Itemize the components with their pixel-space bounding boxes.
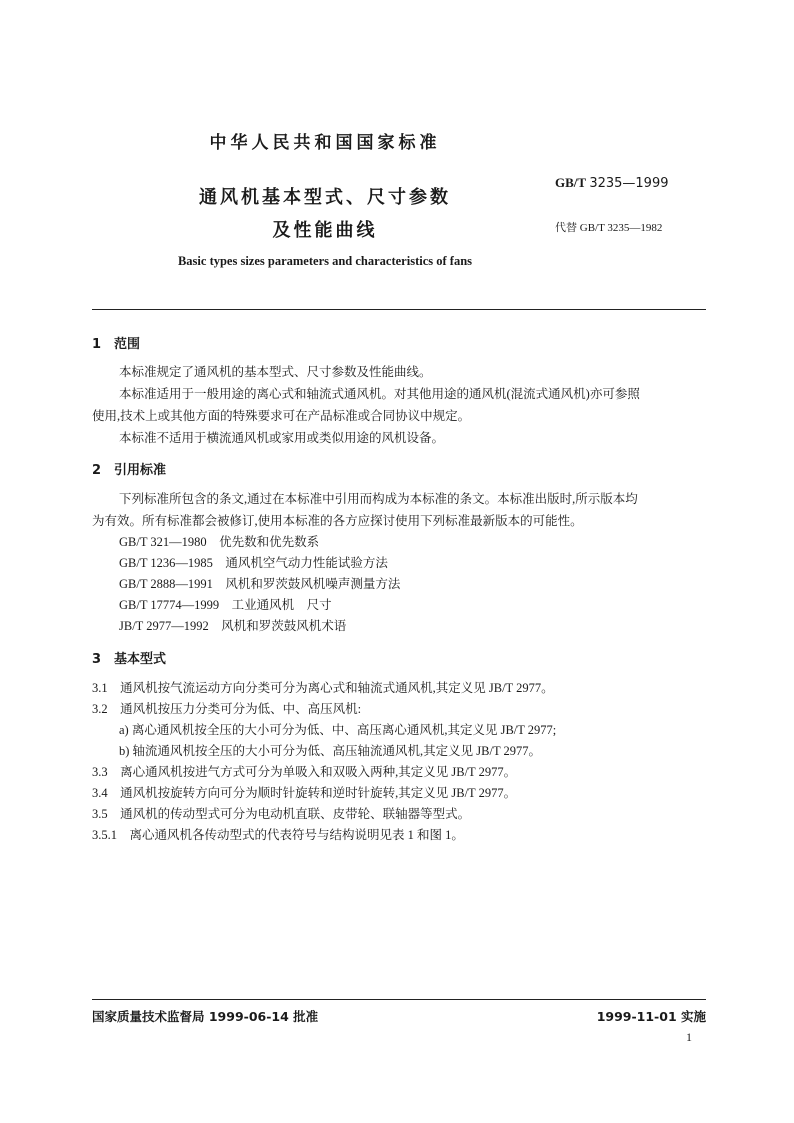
- header-divider: [92, 309, 706, 310]
- document-title-line1: 通风机基本型式、尺寸参数: [199, 187, 451, 208]
- section-3-heading: 3 基本型式: [92, 652, 167, 667]
- standard-code-number: 3235—1999: [589, 176, 669, 191]
- footer-divider: [92, 999, 706, 1000]
- standard-code: [555, 175, 669, 191]
- standard-code-prefix: GB/T: [555, 175, 587, 190]
- approval-line: 国家质量技术监督局 1999-06-14 批准: [92, 1009, 319, 1024]
- section-1-paragraph-3: 本标准不适用于横流通风机或家用或类似用途的风机设备。: [119, 431, 445, 445]
- section-1-heading: 1 范围: [92, 337, 141, 352]
- replaces-standard: 代替 GB/T 3235—1982: [555, 222, 663, 234]
- clause-3-2: 3.2 通风机按压力分类可分为低、中、高压风机:: [92, 702, 362, 716]
- clause-3-2-b: b) 轴流通风机按全压的大小可分为低、高压轴流通风机,其定义见 JB/T 2977。: [119, 744, 541, 758]
- reference-standard-1: GB/T 321—1980 优先数和优先数系: [119, 535, 320, 549]
- clause-3-2-a: a) 离心通风机按全压的大小可分为低、中、高压离心通风机,其定义见 JB/T 2977;: [119, 723, 557, 737]
- page-number: 1: [686, 1030, 692, 1044]
- section-1-paragraph-2-line-2: 使用,技术上或其他方面的特殊要求可在产品标准或合同协议中规定。: [92, 409, 471, 423]
- reference-standard-2: GB/T 1236—1985 通风机空气动力性能试验方法: [119, 556, 388, 570]
- section-1-paragraph-2-line-1: 本标准适用于一般用途的离心式和轴流式通风机。对其他用途的通风机(混流式通风机)亦可参照: [119, 387, 640, 401]
- english-title: Basic types sizes parameters and characteristics of fans: [177, 254, 473, 268]
- clause-3-1: 3.1 通风机按气流运动方向分类可分为离心式和轴流式通风机,其定义见 JB/T 2977。: [92, 681, 554, 695]
- implementation-date: 1999-11-01 实施: [596, 1009, 706, 1024]
- national-standard-heading: 中华人民共和国国家标准: [209, 133, 441, 153]
- reference-standard-3: GB/T 2888—1991 风机和罗茨鼓风机噪声测量方法: [119, 577, 401, 591]
- clause-3-5: 3.5 通风机的传动型式可分为电动机直联、皮带轮、联轴器等型式。: [92, 807, 471, 821]
- reference-standard-5: JB/T 2977—1992 风机和罗茨鼓风机术语: [119, 619, 347, 633]
- section-2-paragraph-line-2: 为有效。所有标准都会被修订,使用本标准的各方应探讨使用下列标准最新版本的可能性。: [92, 514, 583, 528]
- reference-standard-4: GB/T 17774—1999 工业通风机 尺寸: [119, 598, 332, 612]
- clause-3-3: 3.3 离心通风机按进气方式可分为单吸入和双吸入两种,其定义见 JB/T 2977。: [92, 765, 517, 779]
- clause-3-5-1: 3.5.1 离心通风机各传动型式的代表符号与结构说明见表 1 和图 1。: [92, 828, 464, 842]
- section-1-paragraph-1: 本标准规定了通风机的基本型式、尺寸参数及性能曲线。: [119, 365, 432, 379]
- section-2-paragraph-line-1: 下列标准所包含的条文,通过在本标准中引用而构成为本标准的条文。本标准出版时,所示版本均: [119, 492, 638, 506]
- document-title-line2: 及性能曲线: [272, 220, 378, 241]
- clause-3-4: 3.4 通风机按旋转方向可分为顺时针旋转和逆时针旋转,其定义见 JB/T 2977。: [92, 786, 517, 800]
- section-2-heading: 2 引用标准: [92, 463, 167, 478]
